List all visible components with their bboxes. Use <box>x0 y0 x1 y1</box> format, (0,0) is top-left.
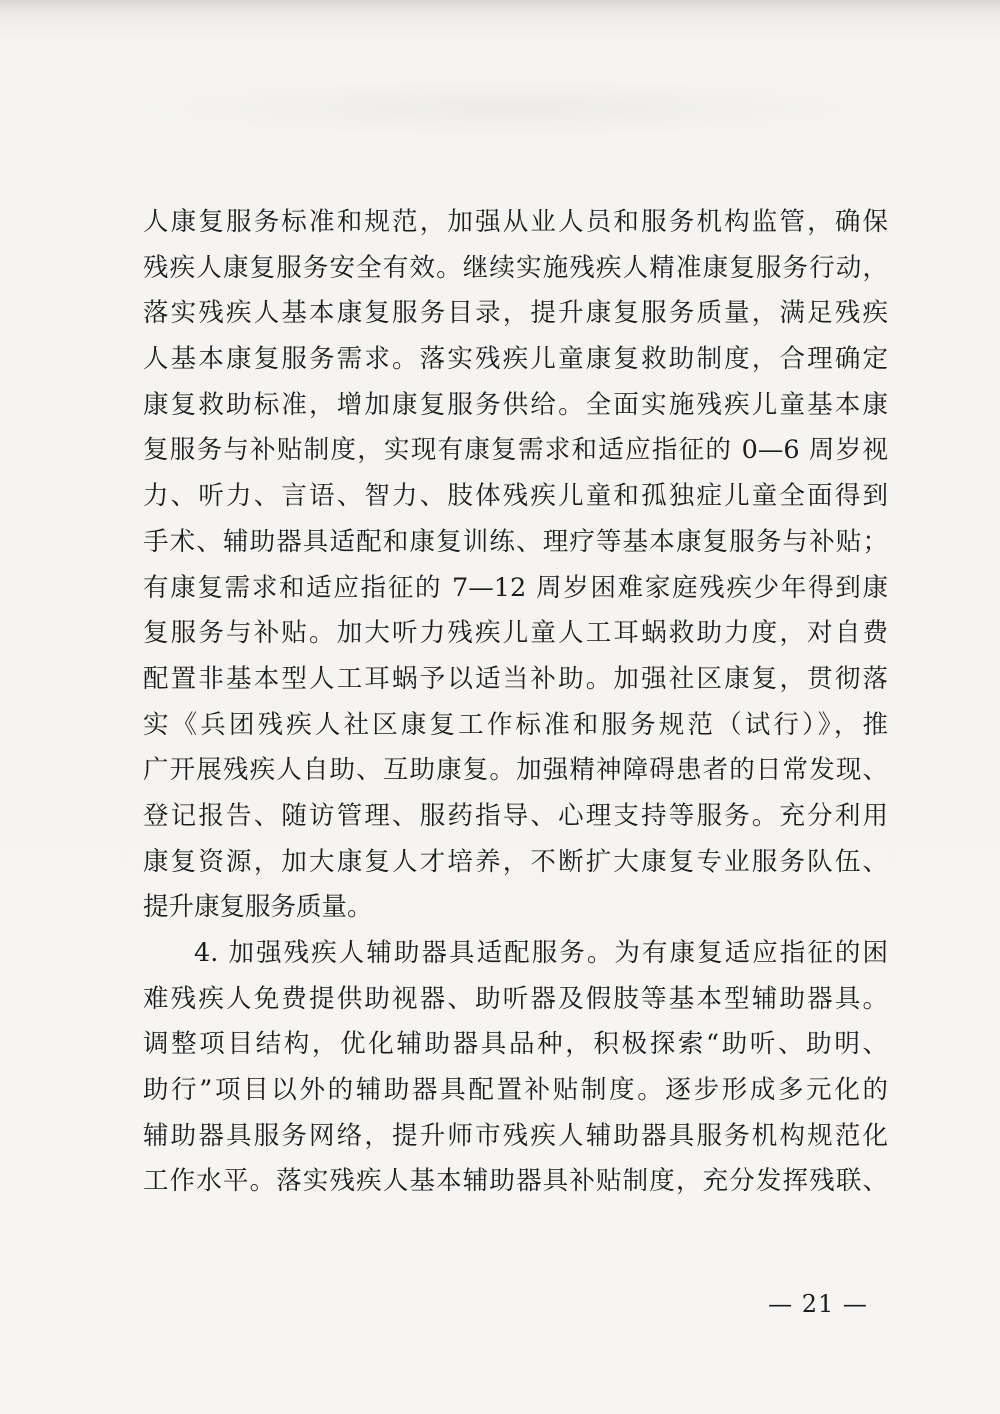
text-line: 难残疾人免费提供助视器、助听器及假肢等基本型辅助器具。 <box>143 983 888 1014</box>
text-line: 助行”项目以外的辅助器具配置补贴制度。逐步形成多元化的 <box>143 1075 888 1106</box>
document-body <box>143 200 888 1205</box>
text-line: 康复资源，加大康复人才培养，不断扩大康复专业服务队伍、 <box>143 846 888 877</box>
text-line: 登记报告、随访管理、服药指导、心理支持等服务。充分利用 <box>143 800 888 831</box>
text-line: 有康复需求和适应指征的 7—12 周岁困难家庭残疾少年得到康 <box>143 572 888 603</box>
text-line: 人基本康复服务需求。落实残疾儿童康复救助制度，合理确定 <box>143 344 888 375</box>
text-line: 广开展残疾人自助、互助康复。加强精神障碍患者的日常发现、 <box>143 755 888 786</box>
text-line: 康复救助标准，增加康复服务供给。全面实施残疾儿童基本康 <box>143 389 888 420</box>
text-line: 辅助器具服务网络，提升师市残疾人辅助器具服务机构规范化 <box>143 1120 888 1151</box>
page-number: — 21 — <box>768 1290 868 1318</box>
text-line: 提升康复服务质量。 <box>143 892 373 923</box>
text-line: 人康复服务标准和规范，加强从业人员和服务机构监管，确保 <box>143 207 888 237</box>
section-heading-line: 4. 加强残疾人辅助器具适配服务。为有康复适应指征的困 <box>194 938 888 968</box>
text-line: 力、听力、言语、智力、肢体残疾儿童和孤独症儿童全面得到 <box>143 481 888 512</box>
text-line: 实《兵团残疾人社区康复工作标准和服务规范（试行）》，推 <box>143 709 888 740</box>
text-line: 配置非基本型人工耳蜗予以适当补助。加强社区康复，贯彻落 <box>143 663 888 694</box>
scan-shadow <box>110 78 910 138</box>
text-line: 复服务与补贴。加大听力残疾儿童人工耳蜗救助力度，对自费 <box>143 618 888 649</box>
text-line: 工作水平。落实残疾人基本辅助器具补贴制度，充分发挥残联、 <box>143 1166 888 1197</box>
text-line: 落实残疾人基本康复服务目录，提升康复服务质量，满足残疾 <box>143 298 888 329</box>
text-line: 调整项目结构，优化辅助器具品种，积极探索“助听、助明、 <box>143 1029 888 1060</box>
text-line: 复服务与补贴制度，实现有康复需求和适应指征的 0—6 周岁视 <box>143 435 888 466</box>
text-line: 手术、辅助器具适配和康复训练、理疗等基本康复服务与补贴； <box>143 526 888 557</box>
text-line: 残疾人康复服务安全有效。继续实施残疾人精准康复服务行动， <box>143 252 888 283</box>
